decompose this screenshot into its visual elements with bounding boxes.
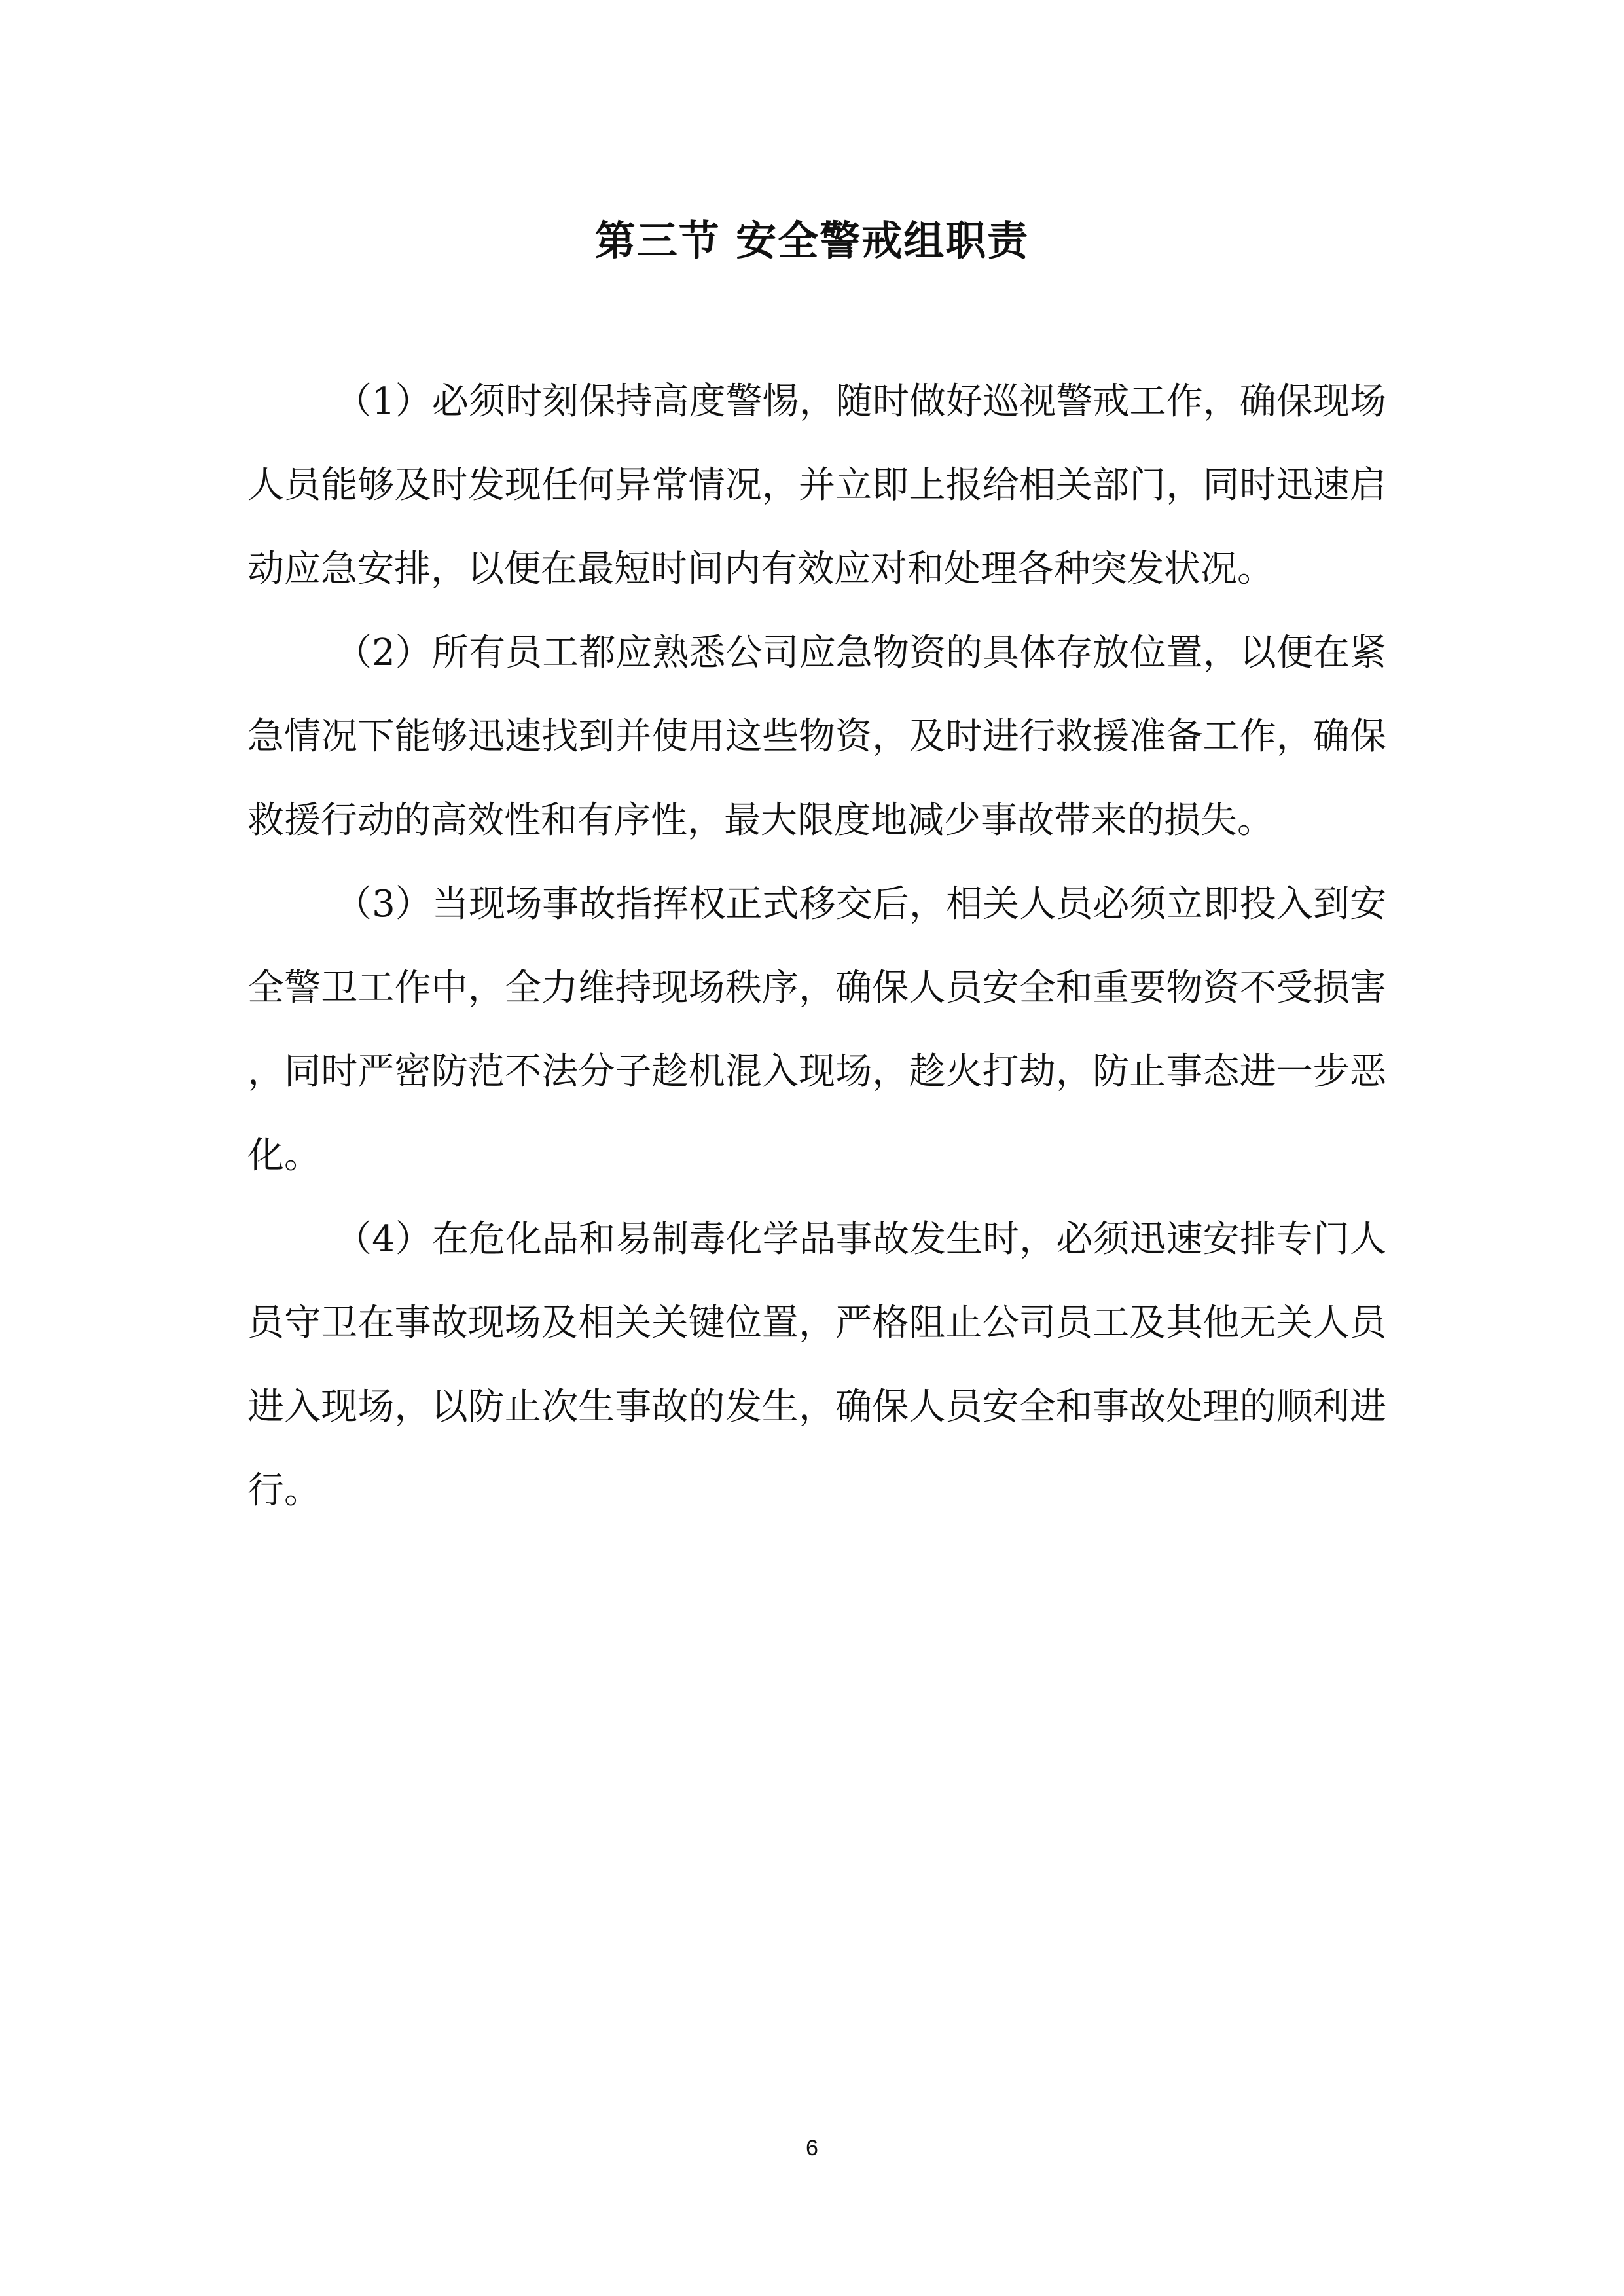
- paragraph-2: （2）所有员工都应熟悉公司应急物资的具体存放位置，以便在紧急情况下能够迅速找到并使用这些物资，及时进行救援准备工作，确保救援行动的高效性和有序性，最大限度地减少事故带来的损失。: [247, 632, 1386, 842]
- paragraph-1: （1）必须时刻保持高度警惕，随时做好巡视警戒工作，确保现场人员能够及时发现任何异常情况，并立即上报给相关部门，同时迅速启动应急安排，以便在最短时间内有效应对和处理各种突发状况。: [247, 380, 1386, 590]
- page-number: 6: [806, 2136, 818, 2161]
- paragraph-3: （3）当现场事故指挥权正式移交后，相关人员必须立即投入到安全警卫工作中，全力维持现场秩序，确保人员安全和重要物资不受损害，同时严密防范不法分子趁机混入现场，趁火打劫，防止事态进一步恶化。: [247, 883, 1386, 1177]
- body-text: [247, 360, 1386, 1533]
- section-title: 第三节 安全警戒组职责: [594, 217, 1030, 264]
- paragraph-4: （4）在危化品和易制毒化学品事故发生时，必须迅速安排专门人员守卫在事故现场及相关关键位置，严格阻止公司员工及其他无关人员进入现场，以防止次生事故的发生，确保人员安全和事故处理的顺利进行。: [247, 1218, 1386, 1512]
